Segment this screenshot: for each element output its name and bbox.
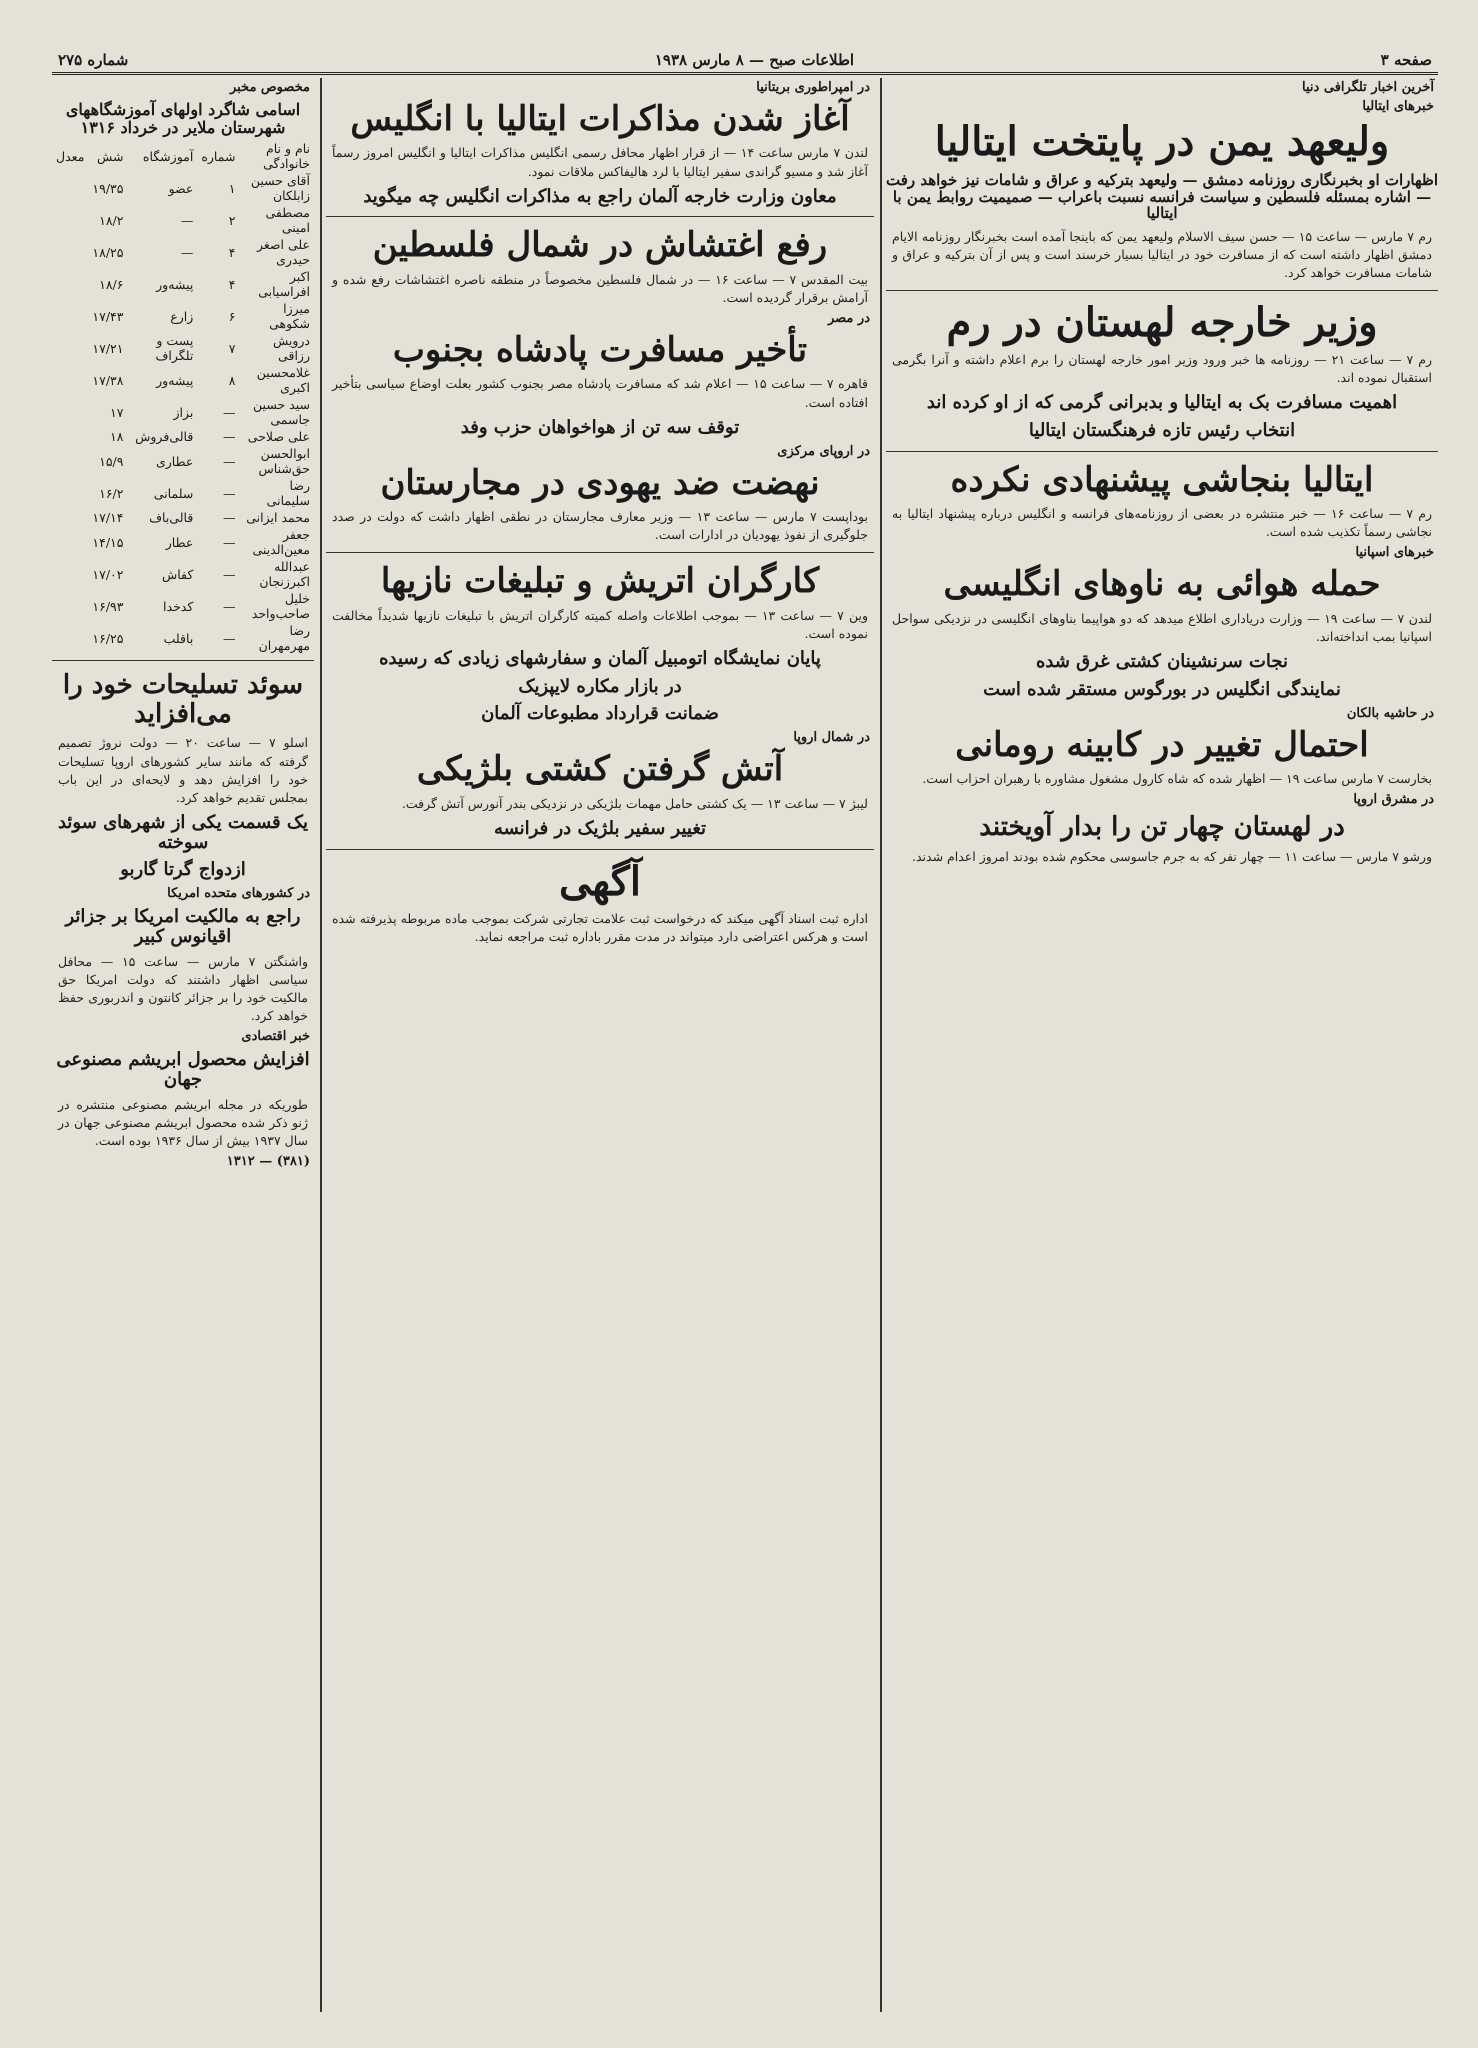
table-cell: رضا سلیمانی	[266, 478, 310, 509]
table-cell: پیشه‌ور	[156, 276, 194, 292]
table-cell: رضا مهرمهران	[258, 623, 310, 654]
article-body: وین ۷ — ساعت ۱۳ — بموجب اطلاعات واصله کمیته کارگران اتریش با تبلیغات نازیها شدیداً مخالفت نموده است.	[332, 607, 868, 641]
sub-label: در حاشیه بالکان	[1346, 705, 1434, 721]
table-row	[52, 300, 314, 332]
table-cell: —	[222, 510, 236, 526]
table-row	[52, 526, 314, 558]
table-cell: —	[180, 244, 194, 260]
headline: اسامی شاگرد اولهای آموزشگاههای شهرستان ملایر در خرداد ۱۳۱۶	[65, 100, 301, 137]
headline: افزایش محصول ابریشم مصنوعی جهان	[56, 1049, 310, 1091]
sub-label: در اروپای مرکزی	[777, 443, 870, 459]
headline: آغاز شدن مذاکرات ایتالیا با انگلیس	[350, 99, 850, 139]
header-cell: نام و نام خانوادگی	[263, 141, 310, 172]
subhead: پایان نمایشگاه اتومبیل آلمان و سفارشهای زیادی که رسیده	[379, 647, 821, 669]
subhead: در بازار مکاره لایپزیک	[518, 675, 682, 697]
table-cell: سلمانی	[153, 485, 194, 501]
table-cell: ۱۸/۶	[99, 276, 124, 292]
table-cell: اکبر افراسیابی	[258, 269, 310, 300]
table-cell: عطار	[165, 534, 194, 550]
right-column	[886, 78, 1438, 2012]
table-cell: سید حسین جاسمی	[253, 397, 310, 428]
section-label: مخصوص مخبر	[229, 80, 310, 95]
table-cell: درویش رزاقی	[272, 333, 310, 364]
table-cell: ۷	[228, 340, 236, 356]
sub-label: در مشرق اروپا	[1353, 792, 1434, 808]
subhead: ضمانت قرارداد مطبوعات آلمان	[481, 703, 719, 725]
table-body	[52, 172, 314, 654]
table-cell: —	[222, 485, 236, 501]
table-cell: ۱۷/۱۴	[92, 510, 124, 526]
sub-label: در شمال اروپا	[793, 730, 870, 746]
table-cell: ۱۶/۲۵	[92, 630, 124, 646]
headline: ایتالیا بنجاشی پیشنهادی نکرده	[950, 459, 1374, 500]
table-cell: ۱۸/۲۵	[92, 244, 124, 260]
issue-number: شماره ۲۷۵	[58, 51, 129, 69]
sub-label: خبرهای ایتالیا	[1362, 99, 1434, 114]
table-cell: ۱۷/۲۱	[92, 340, 124, 356]
article-body: رم ۷ مارس — ساعت ۱۵ — حسن سیف الاسلام ولیعهد یمن که باینجا آمده است بخبرنگار روزنامه الایام دمشق اظهار داشته است که از مسافرت خود در ایتالیا بسیار خرسند است و پس از آن بترکیه و عراق و شامات مسافرت خواهد کرد.	[892, 228, 1432, 280]
footer-note: (۳۸۱) — ۱۳۱۲	[226, 1154, 310, 1170]
sub-label: خبر اقتصادی	[241, 1029, 310, 1045]
table-cell: —	[222, 534, 236, 550]
subhead: نجات سرنشینان کشتی غرق شده	[1035, 651, 1289, 672]
table-cell: —	[222, 404, 236, 420]
table-cell: —	[222, 429, 236, 445]
headline: حمله هوائی به ناوهای انگلیسی	[943, 564, 1381, 605]
section-label: در امپراطوری بریتانیا	[756, 80, 870, 95]
sub-label: در کشورهای متحده امریکا	[167, 886, 310, 902]
table-cell: ۴	[228, 244, 236, 260]
table-cell: ۶	[228, 308, 236, 324]
table-cell: علی اصغر حیدری	[256, 237, 310, 268]
article-body: ورشو ۷ مارس — ساعت ۱۱ — چهار نفر که به جرم جاسوسی محکوم شده بودند امروز اعدام شدند.	[912, 848, 1432, 864]
table-cell: علی صلاحی	[247, 429, 310, 445]
table-cell: ۴	[228, 276, 236, 292]
subhead: اظهارات او بخبرنگاری روزنامه دمشق — ولیعهد بترکیه و عراق و شامات نیز خواهد رفت — اشاره بمسئله فلسطین و سیاست فرانسه نسبت باعراب — صمیمیت روابط یمن با ایتالیا	[886, 171, 1438, 222]
table-header	[52, 140, 314, 172]
table-row	[52, 204, 314, 236]
article-body: واشنگتن ۷ مارس — ساعت ۱۵ — محافل سیاسی اظهار داشتند که دولت امریکا حق مالکیت خود را بر جزائر کانتون و اندربوری حفظ خواهد کرد.	[58, 953, 308, 1024]
table-cell: پیشه‌ور	[156, 372, 194, 388]
column-rule	[320, 78, 322, 2012]
subhead: اهمیت مسافرت بک به ایتالیا و بدبرانی گرمی که از او کرده اند	[926, 392, 1398, 414]
ad-body: اداره ثبت اسناد آگهی میکند که درخواست ثبت علامت تجارتی شرکت بموجب ماده مربوطه پذیرفته شده است و هرکس اعتراضی دارد میتواند در مدت مقرر باداره ثبت مراجعه نماید.	[332, 910, 868, 944]
table-row	[52, 172, 314, 204]
table-cell: —	[222, 453, 236, 469]
table-cell: پست و تلگراف	[155, 333, 194, 364]
headline: در لهستان چهار تن را بدار آویختند	[979, 812, 1345, 843]
issue-date: اطلاعات صبح — ۸ مارس ۱۹۳۸	[654, 51, 855, 69]
article-body: رم ۷ — ساعت ۲۱ — روزنامه ها خبر ورود وزیر امور خارجه لهستان را برم اعلام داشته و آنرا بگرمی استقبال نموده اند.	[892, 351, 1432, 385]
table-cell: قالی‌فروش	[135, 429, 194, 445]
table-row	[52, 364, 314, 396]
table-cell: ۱۷/۴۳	[92, 308, 124, 324]
article-body: لندن ۷ مارس ساعت ۱۴ — از قرار اظهار محافل رسمی انگلیس مذاکرات ایتالیا و انگلیس امروز رسماً آغاز شد و مسیو گراندی سفیر ایتالیا با لرد هالیفاکس ملاقات نمود.	[332, 145, 869, 179]
table-cell: ۱۶/۲	[99, 485, 124, 501]
article-body: رم ۷ — ساعت ۱۶ — خبر منتشره در بعضی از روزنامه‌های فرانسه و انگلیس درباره پیشنهاد ایتالیا به نجاشی رسماً تکذیب شده است.	[892, 506, 1433, 540]
subhead: نمایندگی انگلیس در بورگوس مستقر شده است	[983, 678, 1341, 700]
headline: تأخیر مسافرت پادشاه بجنوب	[392, 330, 808, 371]
table-cell: —	[222, 598, 236, 614]
subhead: انتخاب رئیس تازه فرهنگستان ایتالیا	[1028, 419, 1296, 441]
table-cell: ۱۹/۳۵	[92, 180, 124, 196]
table-row	[52, 396, 314, 428]
subhead: تغییر سفیر بلژیک در فرانسه	[493, 817, 707, 839]
table-cell: ۱۷/۰۲	[92, 566, 124, 582]
header-cell: شماره	[201, 148, 236, 164]
sub-label: خبرهای اسپانیا	[1355, 545, 1434, 561]
table-cell: ۱۷/۳۸	[92, 372, 124, 388]
table-cell: محمد ایزانی	[246, 510, 310, 526]
headline: رفع اغتشاش در شمال فلسطین	[372, 225, 828, 266]
table-cell: جعفر معین‌الدینی	[252, 527, 310, 558]
table-cell: غلامحسین اکبری	[256, 365, 310, 396]
table-row	[52, 445, 314, 477]
table-cell: —	[222, 566, 236, 582]
headline: سوئد تسلیحات خود را می‌افزاید	[62, 670, 304, 729]
table-cell: زارع	[170, 308, 194, 324]
table-cell: ۲	[228, 212, 236, 228]
ad-title: آگهی	[559, 857, 641, 905]
table-cell: ۸	[228, 372, 236, 388]
section-label: آخرین اخبار تلگرافی دنیا	[1302, 80, 1434, 95]
headline: ولیعهد یمن در پایتخت ایتالیا	[934, 118, 1390, 165]
table-cell: ۱۸	[110, 429, 124, 445]
table-cell: ۱	[228, 180, 236, 196]
table-row	[52, 428, 314, 445]
article-body: طوریکه در مجله ابریشم مصنوعی منتشره در ژنو ذکر شده محصول ابریشم مصنوعی جهان در سال ۱۹۳۷ بیش از سال ۱۹۳۶ بوده است.	[58, 1096, 308, 1149]
table-cell: —	[180, 212, 194, 228]
table-row	[52, 332, 314, 364]
headline: راجع به مالکیت امریکا بر جزائر اقیانوس کبیر	[65, 906, 301, 948]
table-cell: عضو	[168, 180, 194, 196]
table-cell: مصطفی امینی	[265, 205, 310, 236]
table-cell: ۱۷	[110, 404, 124, 420]
headline: نهضت ضد یهودی در مجارستان	[380, 462, 820, 503]
table-cell: ۱۸/۲	[99, 212, 124, 228]
table-cell: خلیل صاحب‌واحد	[251, 591, 310, 622]
results-table	[52, 140, 314, 654]
article-body: بیت المقدس ۷ — ساعت ۱۶ — در شمال فلسطین مخصوصاً در منطقه ناصره اغتشاشات رفع شده و آرامش برقرار گردیده است.	[332, 271, 869, 305]
header-cell: شش	[97, 148, 124, 164]
headline: کارگران اتریش و تبلیغات نازیها	[380, 561, 820, 602]
subhead: یک قسمت یکی از شهرهای سوئد سوخته	[57, 811, 309, 853]
table-row	[52, 236, 314, 268]
headline: آتش گرفتن کشتی بلژیکی	[416, 749, 784, 790]
article-body: اسلو ۷ — ساعت ۲۰ — دولت نروژ تصمیم گرفته که مانند سایر کشورهای اروپا تسلیحات خود را افزایش دهد و لایحه‌ای در این باب بمجلس تقدیم خواهد کرد.	[58, 735, 309, 805]
table-cell: ۱۵/۹	[99, 453, 124, 469]
subhead: معاون وزارت خارجه آلمان راجع به مذاکرات انگلیس چه میگوید	[363, 185, 837, 207]
table-row	[52, 622, 314, 654]
table-cell: کفاش	[161, 566, 194, 582]
header-cell: معدل	[56, 148, 85, 164]
table-cell: میرزا شکوهی	[269, 301, 310, 332]
table-cell: کدخدا	[163, 598, 194, 614]
table-cell: ۱۶/۹۳	[92, 598, 124, 614]
table-cell: عطاری	[155, 453, 194, 469]
article-body: قاهره ۷ — ساعت ۱۵ — اعلام شد که مسافرت پادشاه مصر بجنوب کشور بعلت اوضاع سیاسی بتأخیر افتاده است.	[332, 376, 868, 410]
table-cell: —	[222, 630, 236, 646]
table-cell: ابوالحسن حق‌شناس	[258, 446, 310, 477]
table-cell: قالی‌باف	[149, 510, 194, 526]
article-body: بوداپست ۷ مارس — ساعت ۱۳ — وزیر معارف مجارستان در نطقی اظهار داشت که دولت در صدد جلوگیری از نفوذ یهودیان در ادارات است.	[332, 508, 868, 543]
table-row	[52, 509, 314, 526]
table-cell: آقای حسین زابلکان	[250, 173, 310, 204]
middle-column	[326, 78, 874, 2012]
table-row	[52, 477, 314, 509]
table-row	[52, 590, 314, 622]
table-cell: ۱۴/۱۵	[92, 534, 124, 550]
table-cell: بزاز	[173, 404, 194, 420]
headline: احتمال تغییر در کابینه رومانی	[955, 724, 1369, 765]
sub-label: در مصر	[827, 311, 870, 327]
table-row	[52, 558, 314, 590]
page-number: صفحه ۳	[1380, 51, 1432, 69]
article-body: بخارست ۷ مارس ساعت ۱۹ — اظهار شده که شاه کارول مشغول مشاوره با رهبران احزاب است.	[922, 770, 1432, 786]
table-cell: عبدالله اکبرزنجان	[259, 559, 310, 590]
subhead: ازدواج گرتا گاربو	[120, 859, 246, 881]
masthead	[52, 48, 1438, 75]
table-row	[52, 268, 314, 300]
left-column	[52, 78, 314, 2012]
subhead: توقف سه تن از هواخواهان حزب وفد	[460, 416, 740, 438]
column-rule	[880, 78, 882, 2012]
headline: وزیر خارجه لهستان در رم	[946, 298, 1378, 346]
article-body: لیبژ ۷ — ساعت ۱۳ — یک کشتی حامل مهمات بلژیکی در نزدیکی بندر آنورس آتش گرفت.	[401, 795, 868, 811]
table-cell: باقلب	[163, 630, 194, 646]
header-cell: آموزشگاه	[142, 148, 194, 164]
article-body: لندن ۷ — ساعت ۱۹ — وزارت دریاداری اطلاع میدهد که دو هواپیما بناوهای انگلیسی در نزدیکی سواحل اسپانیا بمب انداخته‌اند.	[892, 610, 1433, 644]
